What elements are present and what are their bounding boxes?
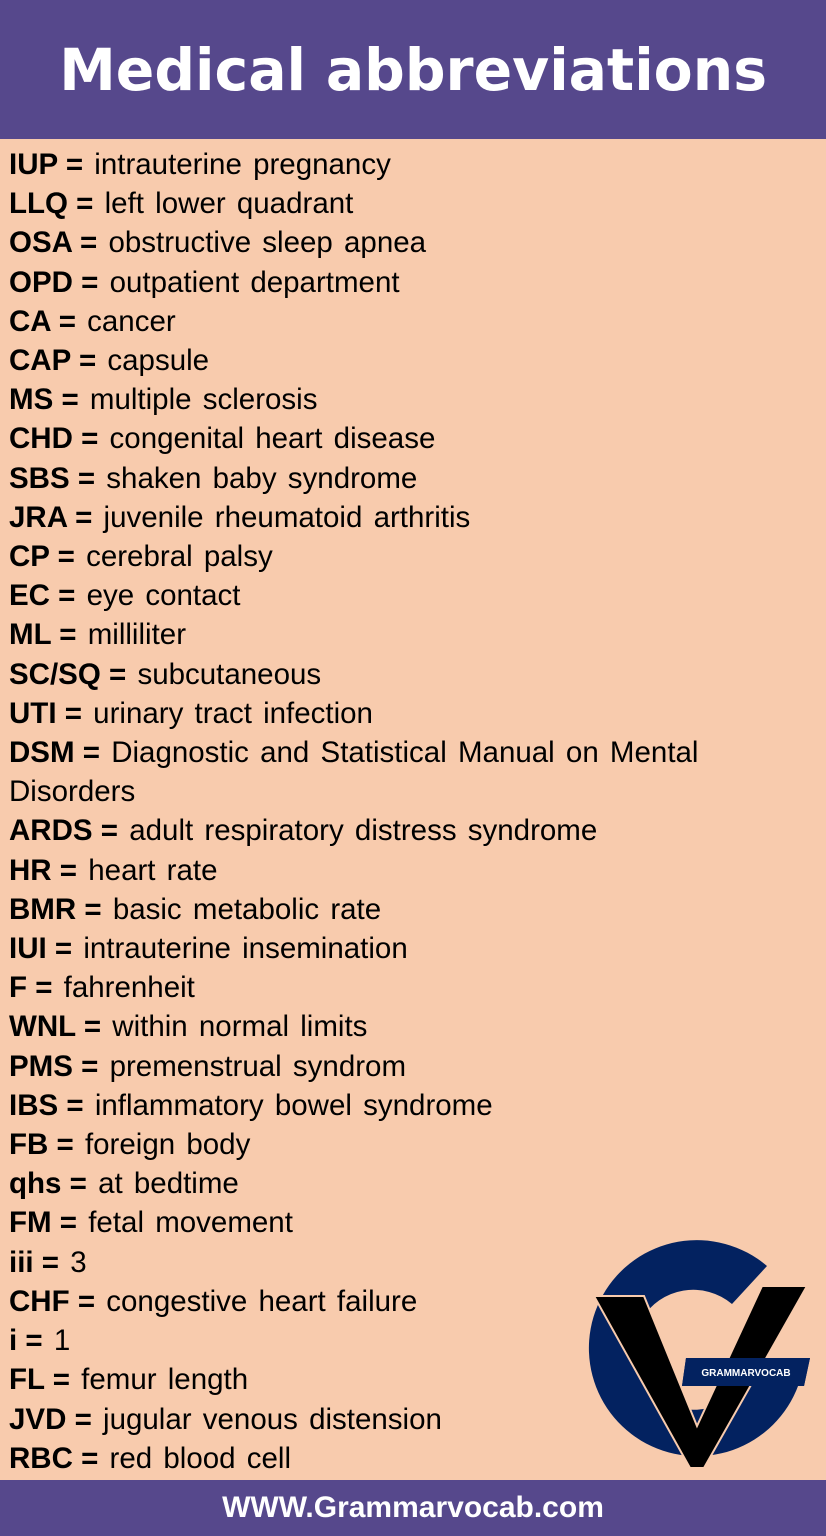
website-url: WWW.Grammarvocab.com — [222, 1491, 604, 1524]
list-item — [9, 145, 809, 184]
abbreviation: CA = — [9, 304, 76, 338]
abbreviation: EC = — [9, 579, 76, 613]
list-item — [9, 459, 809, 498]
abbreviation: FM = — [9, 1206, 78, 1240]
meaning: obstructive sleep apnea — [108, 226, 427, 260]
abbreviation: HR = — [9, 853, 78, 887]
meaning: premenstrual syndrom — [109, 1049, 407, 1083]
list-item — [9, 733, 799, 811]
logo-label: GRAMMARVOCAB — [701, 1368, 791, 1379]
list-item — [9, 302, 809, 341]
meaning: juvenile rheumatoid arthritis — [103, 500, 471, 534]
meaning: cerebral palsy — [86, 540, 273, 574]
abbreviation: OSA = — [9, 226, 98, 260]
abbreviation: CHF = — [9, 1284, 96, 1318]
grammarvocab-logo-icon — [582, 1236, 812, 1468]
list-item — [9, 1164, 809, 1203]
meaning: 1 — [53, 1324, 71, 1358]
abbreviation: OPD = — [9, 265, 99, 299]
list-item — [9, 498, 809, 537]
abbreviation: JRA = — [9, 500, 93, 534]
meaning: inflammatory bowel syndrome — [94, 1088, 493, 1122]
list-item — [9, 1007, 809, 1046]
meaning: cancer — [87, 304, 176, 338]
abbreviation: IBS = — [9, 1088, 84, 1122]
abbreviation: IUI = — [9, 932, 73, 966]
abbreviation: LLQ = — [9, 187, 94, 221]
meaning: heart rate — [88, 853, 218, 887]
abbreviation: CP = — [9, 540, 75, 574]
list-item — [9, 694, 809, 733]
meaning: eye contact — [86, 579, 241, 613]
list-item — [9, 380, 809, 419]
abbreviation: DSM = — [9, 736, 100, 770]
list-item — [9, 811, 809, 850]
meaning: within normal limits — [112, 1010, 368, 1044]
meaning: adult respiratory distress syndrome — [129, 814, 598, 848]
abbreviation: F = — [9, 971, 53, 1005]
meaning: milliliter — [87, 618, 187, 652]
list-item — [9, 537, 809, 576]
list-item — [9, 576, 809, 615]
abbreviation: ML = — [9, 618, 77, 652]
abbreviation: JVD = — [9, 1402, 92, 1436]
list-item — [9, 968, 809, 1007]
meaning: outpatient department — [109, 265, 400, 299]
list-item — [9, 1047, 809, 1086]
abbreviation: FB = — [9, 1128, 74, 1162]
abbreviation: CAP = — [9, 344, 97, 378]
list-item — [9, 223, 809, 262]
abbreviation: WNL = — [9, 1010, 102, 1044]
meaning: capsule — [107, 344, 210, 378]
list-item — [9, 263, 809, 302]
meaning: 3 — [70, 1245, 87, 1279]
meaning: shaken baby syndrome — [106, 461, 418, 495]
abbreviation: PMS = — [9, 1049, 99, 1083]
abbreviation: iii = — [9, 1245, 60, 1279]
list-item — [9, 1125, 809, 1164]
title-banner — [0, 0, 826, 139]
list-item — [9, 851, 809, 890]
list-item — [9, 929, 809, 968]
footer-banner — [0, 1480, 826, 1536]
abbreviation: IUP = — [9, 148, 84, 181]
meaning: fetal movement — [88, 1206, 293, 1240]
abbreviation: CHD = — [9, 422, 99, 456]
list-item — [9, 890, 809, 929]
meaning: congenital heart disease — [109, 422, 436, 456]
abbreviation: FL = — [9, 1363, 70, 1397]
list-item — [9, 655, 809, 694]
meaning: urinary tract infection — [93, 696, 373, 730]
meaning: intrauterine insemination — [83, 932, 408, 966]
list-item — [9, 419, 809, 458]
meaning: foreign body — [84, 1128, 251, 1162]
abbreviation: qhs = — [9, 1167, 87, 1201]
meaning: left lower quadrant — [104, 187, 354, 221]
meaning: multiple sclerosis — [89, 383, 318, 417]
meaning: femur length — [81, 1363, 249, 1397]
list-item — [9, 1086, 809, 1125]
abbreviation: SBS = — [9, 461, 96, 495]
abbreviation: RBC = — [9, 1441, 99, 1475]
abbreviation: SC/SQ = — [9, 657, 127, 691]
list-item — [9, 615, 809, 654]
meaning: congestive heart failure — [106, 1284, 418, 1318]
meaning: Diagnostic and Statistical Manual on Mental Disorders — [9, 736, 699, 809]
list-item — [9, 184, 809, 223]
abbreviation: BMR = — [9, 892, 102, 926]
abbreviation: i = — [9, 1324, 43, 1358]
meaning: fahrenheit — [63, 971, 195, 1005]
meaning: jugular venous distension — [103, 1402, 442, 1436]
meaning: basic metabolic rate — [112, 892, 382, 926]
meaning: subcutaneous — [137, 657, 322, 691]
meaning: at bedtime — [98, 1167, 239, 1201]
meaning: red blood cell — [109, 1441, 292, 1475]
meaning: intrauterine pregnancy — [94, 148, 391, 181]
abbreviation: MS = — [9, 383, 79, 417]
abbreviation: UTI = — [9, 696, 82, 730]
page-title: Medical abbreviations — [59, 35, 767, 104]
abbreviation: ARDS = — [9, 814, 119, 848]
list-item — [9, 341, 809, 380]
